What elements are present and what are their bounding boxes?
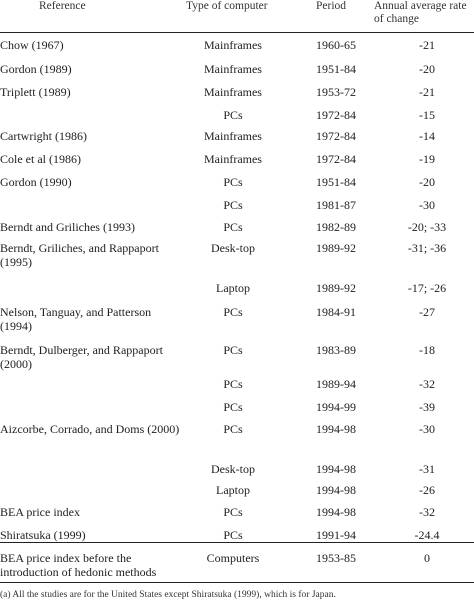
header-rule (0, 32, 474, 33)
change-cell: -21 (419, 85, 435, 99)
type-cell: Laptop (216, 483, 250, 497)
period-cell: 1972-84 (316, 152, 356, 166)
header-reference: Reference (39, 0, 86, 12)
change-cell: 0 (424, 551, 430, 565)
type-cell: PCs (223, 505, 243, 519)
period-cell: 1983-89 (316, 343, 356, 357)
period-cell: 1982-89 (316, 220, 356, 234)
reference-cell: Aizcorbe, Corrado, and Doms (2000) (0, 422, 180, 436)
reference-cell: Triplett (1989) (0, 85, 71, 99)
change-cell: -20 (419, 62, 435, 76)
period-cell: 1994-98 (316, 505, 356, 519)
change-cell: -39 (419, 400, 435, 414)
change-cell: -17; -26 (407, 281, 447, 295)
type-cell: Mainframes (204, 62, 262, 76)
reference-cell: BEA price index before the introduction of hedonic methods (0, 551, 157, 579)
change-cell: -24.4 (414, 528, 440, 542)
type-cell: Mainframes (204, 129, 262, 143)
period-cell: 1981-87 (316, 198, 356, 212)
header-annual-change: Annual average rate of change (374, 0, 467, 25)
type-cell: Mainframes (204, 152, 262, 166)
header-period: Period (316, 0, 347, 12)
period-cell: 1953-72 (316, 85, 356, 99)
period-cell: 1953-85 (316, 551, 356, 565)
period-cell: 1960-65 (316, 38, 356, 52)
change-cell: -26 (419, 483, 435, 497)
type-cell: Desk-top (211, 241, 255, 255)
reference-cell: Chow (1967) (0, 38, 64, 52)
change-cell: -31; -36 (407, 241, 447, 255)
reference-cell: Cartwright (1986) (0, 129, 87, 143)
type-cell: Computers (206, 551, 260, 565)
period-cell: 1989-94 (316, 377, 356, 391)
header-type-of-computer: Type of computer (186, 0, 268, 12)
type-cell: PCs (223, 175, 243, 189)
change-cell: -32 (419, 377, 435, 391)
period-cell: 1994-98 (316, 462, 356, 476)
change-cell: -15 (419, 108, 435, 122)
period-cell: 1994-98 (316, 422, 356, 436)
type-cell: PCs (223, 422, 243, 436)
change-cell: -32 (419, 505, 435, 519)
type-cell: PCs (223, 198, 243, 212)
change-cell: -31 (419, 462, 435, 476)
change-cell: -19 (419, 152, 435, 166)
reference-cell: Gordon (1989) (0, 62, 72, 76)
change-cell: -30 (419, 198, 435, 212)
period-cell: 1972-84 (316, 129, 356, 143)
type-cell: Laptop (216, 281, 250, 295)
change-cell: -20 (419, 175, 435, 189)
change-cell: -30 (419, 422, 435, 436)
reference-cell: Berndt, Griliches, and Rappaport (1995) (0, 241, 159, 269)
bottom-rule (0, 582, 474, 583)
period-cell: 1989-92 (316, 281, 356, 295)
change-cell: -27 (419, 305, 435, 319)
footnote: (a) All the studies are for the United States except Shiratsuka (1999), which is for Japan. (0, 590, 336, 600)
period-cell: 1951-84 (316, 62, 356, 76)
type-cell: PCs (223, 377, 243, 391)
section-rule (0, 542, 474, 543)
period-cell: 1972-84 (316, 108, 356, 122)
type-cell: PCs (223, 400, 243, 414)
period-cell: 1994-98 (316, 483, 356, 497)
type-cell: Desk-top (211, 462, 255, 476)
type-cell: Mainframes (204, 38, 262, 52)
period-cell: 1991-94 (316, 528, 356, 542)
type-cell: PCs (223, 343, 243, 357)
type-cell: Mainframes (204, 85, 262, 99)
period-cell: 1984-91 (316, 305, 356, 319)
type-cell: PCs (223, 220, 243, 234)
change-cell: -21 (419, 38, 435, 52)
reference-cell: Cole et al (1986) (0, 152, 81, 166)
change-cell: -18 (419, 343, 435, 357)
change-cell: -14 (419, 129, 435, 143)
reference-cell: Shiratsuka (1999) (0, 528, 86, 542)
type-cell: PCs (223, 305, 243, 319)
type-cell: PCs (223, 528, 243, 542)
reference-cell: Berndt, Dulberger, and Rappaport (2000) (0, 343, 163, 371)
change-cell: -20; -33 (407, 220, 447, 234)
type-cell: PCs (223, 108, 243, 122)
reference-cell: Gordon (1990) (0, 175, 72, 189)
period-cell: 1994-99 (316, 400, 356, 414)
reference-cell: Berndt and Griliches (1993) (0, 220, 135, 234)
reference-cell: Nelson, Tanguay, and Patterson (1994) (0, 305, 152, 333)
period-cell: 1951-84 (316, 175, 356, 189)
reference-cell: BEA price index (0, 505, 80, 519)
period-cell: 1989-92 (316, 241, 356, 255)
